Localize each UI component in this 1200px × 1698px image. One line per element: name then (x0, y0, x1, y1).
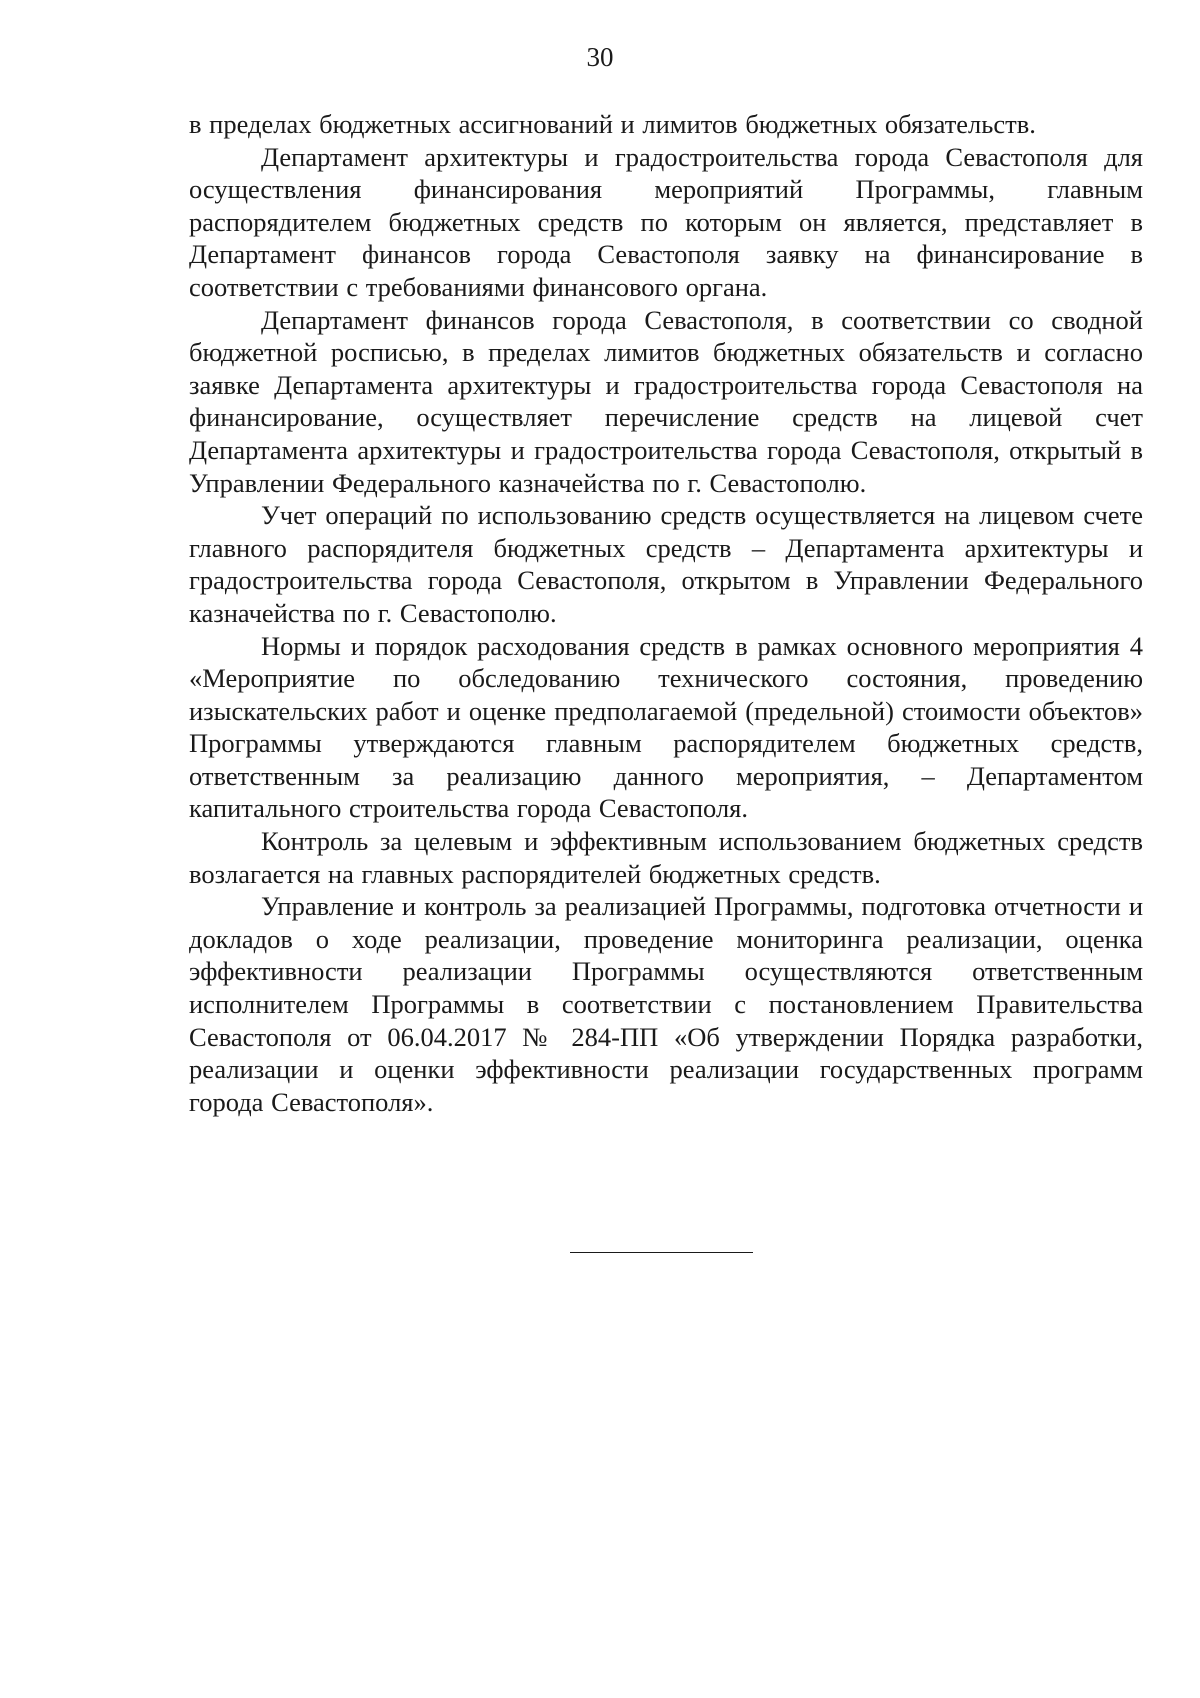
paragraph-operations-accounting: Учет операций по использованию средств осуществляется на лицевом счете главного распорядителя бюджетных средств – Департамента архитектуры и градостроительства города Севастополя, открытом в Управлении Федерального казначейства по г. Севастополю. (189, 500, 1143, 628)
end-of-document-rule (570, 1252, 753, 1253)
paragraph-architecture-department-request: Департамент архитектуры и градостроительства города Севастополя для осуществления финансирования мероприятий Программы, главным распорядителем бюджетных средств по которым он является, представляет в Департамент финансов города Севастополя заявку на финансирование в соответствии с требованиями финансового органа. (189, 141, 1143, 302)
paragraph-budget-control: Контроль за целевым и эффективным использованием бюджетных средств возлагается на главных распорядителей бюджетных средств. (189, 826, 1143, 889)
paragraph-spending-norms: Нормы и порядок расходования средств в рамках основного мероприятия 4 «Мероприятие по обследованию технического состояния, проведению изыскательских работ и оценке предполагаемой (предельной) стоимости объектов» Программы утверждаются главным распорядителем бюджетных средств, ответственным за реализацию данного мероприятия, – Департаментом капитального строительства города Севастополя. (189, 630, 1143, 824)
paragraph-program-management: Управление и контроль за реализацией Программы, подготовка отчетности и докладов о ходе реализации, проведение мониторинга реализации, оценка эффективности реализации Программы осуществляются ответственным исполнителем Программы в соответствии с постановлением Правительства Севастополя от 06.04.2017 № 284-ПП «Об утверждении Порядка разработки, реализации и оценки эффективности реализации государственных программ города Севастополя». (189, 891, 1143, 1117)
page-number: 30 (586, 42, 614, 72)
paragraph-finance-department-transfer: Департамент финансов города Севастополя, в соответствии со сводной бюджетной росписью, в пределах лимитов бюджетных обязательств и согласно заявке Департамента архитектуры и градостроительства города Севастополя на финансирование, осуществляет перечисление средств на лицевой счет Департамента архитектуры и градостроительства города Севастополя, открытый в Управлении Федерального казначейства по г. Севастополю. (189, 304, 1143, 498)
document-body (189, 108, 1143, 1118)
paragraph-budget-limits: в пределах бюджетных ассигнований и лимитов бюджетных обязательств. (189, 109, 1036, 139)
